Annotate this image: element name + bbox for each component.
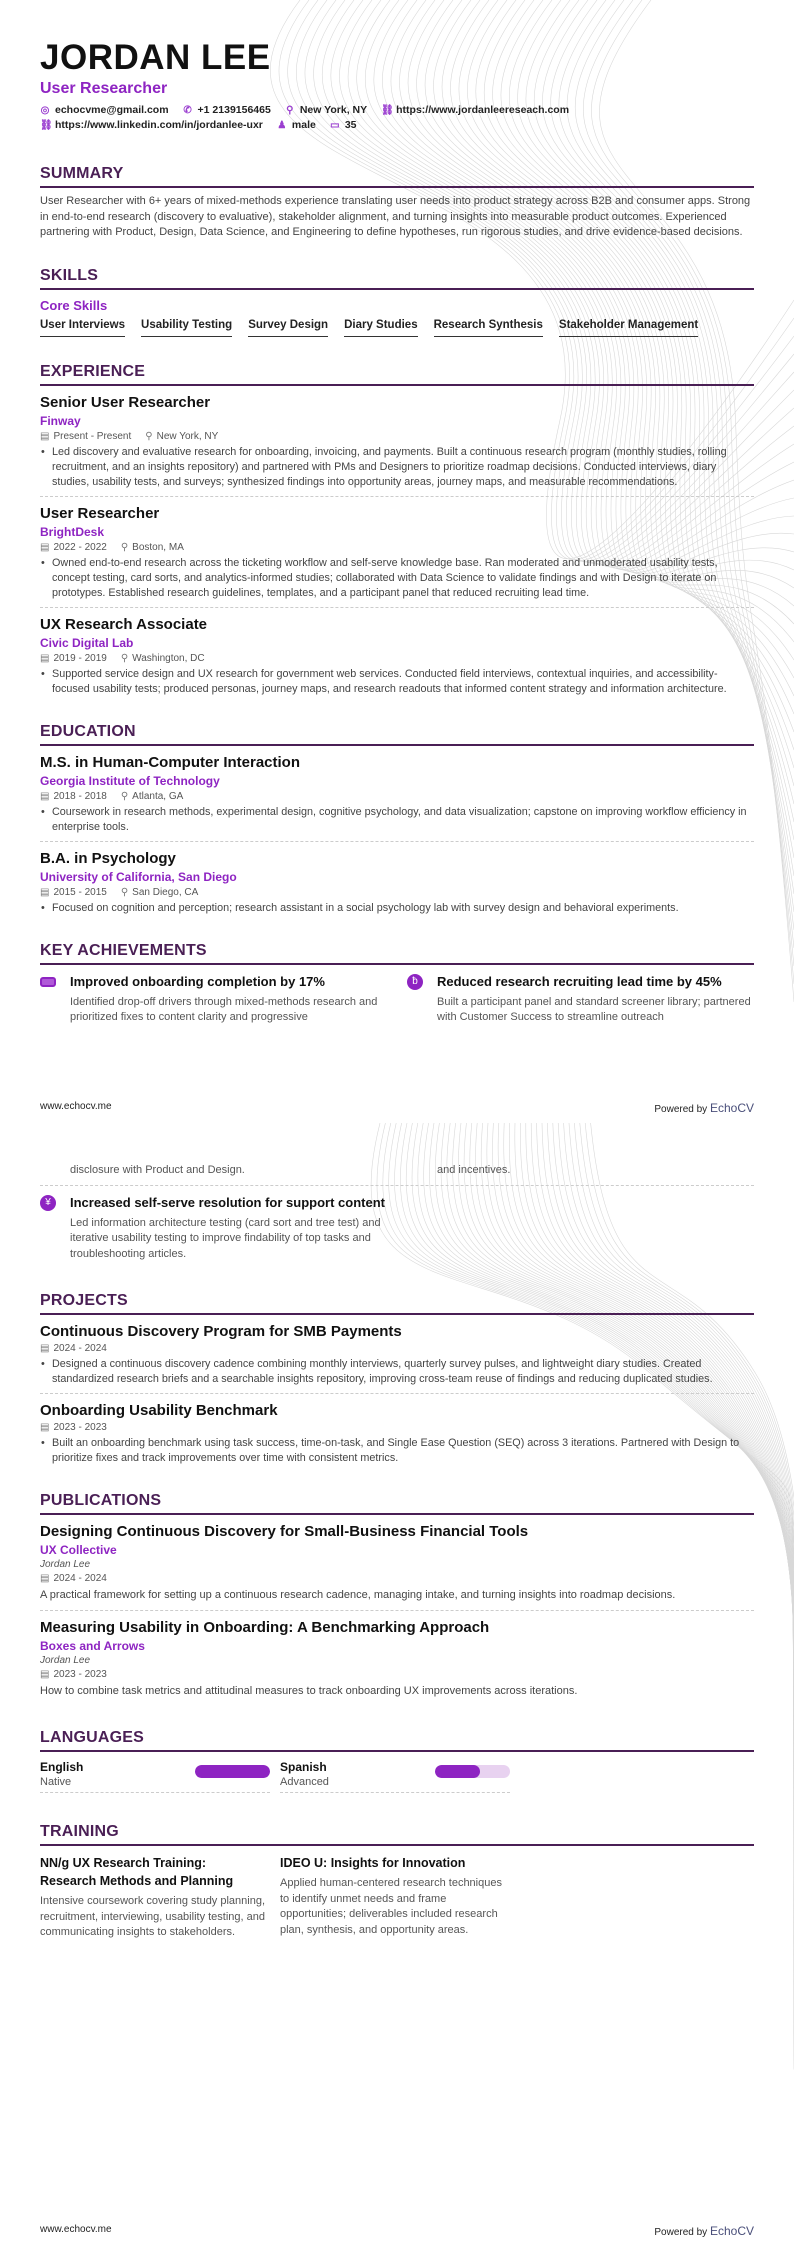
location-icon: ⚲ — [145, 430, 153, 442]
education-section — [40, 723, 754, 922]
date-range — [40, 1669, 107, 1680]
date-text: 2023 - 2023 — [53, 1668, 107, 1680]
achievement-desc: Led information architecture testing (card sort and tree test) and iterative usability testing to improve findability of top tasks and troubleshooting articles. — [70, 1216, 381, 1260]
section-heading: PROJECTS — [40, 1292, 754, 1315]
date-range — [40, 791, 107, 802]
contact-website[interactable] — [381, 104, 569, 116]
contact-linkedin[interactable] — [40, 119, 263, 131]
date-text: 2024 - 2024 — [53, 1573, 107, 1584]
location — [121, 542, 184, 553]
section-heading: EDUCATION — [40, 723, 754, 746]
footer-site-link[interactable]: www.echocv.me — [40, 2224, 112, 2235]
publication-author: Jordan Lee — [40, 1559, 91, 1570]
entry-bullet: • Supported service design and UX research for government web services. Conducted field interviews, contextual inquiries, and accessibility-focused usability tests; produced personas, journey maps, and research readouts that informed content strategy and information architecture. — [40, 667, 754, 697]
skill-item: Research Synthesis — [434, 319, 543, 337]
resume-page-2 — [0, 1123, 794, 2246]
achievement-item — [407, 965, 754, 1034]
project-bullet: • Designed a continuous discovery cadence combining monthly interviews, quarterly survey pulses, and lightweight diary studies. Created standardized research briefs and a searchable insights repository, improving cross-team reuse of findings and reducing duplicated studies. — [40, 1357, 754, 1387]
location — [121, 653, 205, 664]
entry-meta — [40, 542, 754, 553]
section-heading: EXPERIENCE — [40, 363, 754, 386]
location — [145, 431, 218, 442]
experience-list — [40, 386, 754, 703]
publication-list — [40, 1515, 754, 1705]
section-heading: SUMMARY — [40, 165, 754, 188]
education-list — [40, 746, 754, 922]
education-entry — [40, 842, 754, 922]
achievement-item — [40, 965, 387, 1034]
calendar-icon: ▤ — [40, 1422, 50, 1433]
entry-title: UX Research Associate — [40, 615, 208, 633]
project-entry — [40, 1315, 754, 1394]
location-icon: ⚲ — [120, 790, 129, 802]
location-text: San Diego, CA — [132, 886, 199, 898]
calendar-icon: ▤ — [40, 652, 50, 664]
link-icon: ⛓ — [40, 119, 53, 131]
achievement-title: Reduced research recruiting lead time by 45% — [437, 973, 722, 989]
location-icon: ⚲ — [120, 541, 129, 553]
skill-group-title: Core Skills — [40, 297, 108, 313]
skill-item: Stakeholder Management — [559, 319, 698, 337]
contact-text: New York, NY — [299, 104, 368, 116]
section-heading: PUBLICATIONS — [40, 1492, 754, 1515]
entry-bullet: • Led discovery and evaluative research for onboarding, invoicing, and payments. Built a continuous research program (monthly studies, rolling recruitment, and an insights repository) and partnered with PMs and Designers to prioritize roadmap decisions. Conducted interviews, diary studies, usability tests, and surveys; synthesized findings into opportunity areas, journey maps, and measurable recommendations. — [40, 445, 754, 490]
skill-item: User Interviews — [40, 319, 125, 337]
date-text: 2015 - 2015 — [53, 886, 107, 898]
training-section — [40, 1823, 754, 1941]
proficiency-fill — [435, 1765, 480, 1778]
contact-location — [285, 104, 367, 116]
publication-title: Designing Continuous Discovery for Small-Business Financial Tools — [40, 1523, 529, 1540]
date-range — [40, 1573, 107, 1584]
person-icon: ♟ — [277, 119, 287, 131]
entry-organization: University of California, San Diego — [40, 869, 237, 884]
entry-organization: Civic Digital Lab — [40, 635, 134, 650]
date-text: 2022 - 2022 — [53, 541, 107, 553]
achievement-item — [40, 1186, 387, 1271]
project-list — [40, 1315, 754, 1472]
coin-icon: ƀ — [407, 974, 423, 990]
skills-section — [40, 267, 754, 337]
entry-meta — [40, 1573, 754, 1584]
date-text: 2019 - 2019 — [53, 652, 107, 664]
entry-organization: BrightDesk — [40, 524, 105, 539]
summary-text: User Researcher with 6+ years of mixed-methods experience translating user needs into product strategy across B2B and consumer apps. Strong in end-to-end research (discovery to evaluative), stakeholder alignment, and turning insights into measurable product outcomes. Experienced partnering with Product, Design, Data Science, and Engineering to define hypotheses, run rigorous studies, and drive evidence-based decisions. — [40, 195, 751, 238]
training-list — [40, 1854, 754, 1941]
project-entry — [40, 1394, 754, 1472]
contact-phone[interactable] — [183, 104, 271, 116]
publication-entry — [40, 1515, 754, 1611]
brand-logo[interactable]: EchoCV — [709, 2224, 754, 2238]
brand-logo[interactable]: EchoCV — [709, 1101, 754, 1115]
location-text: Boston, MA — [132, 541, 184, 553]
training-title: NN/g UX Research Training: Research Methods and Planning — [40, 1856, 234, 1888]
location-text: Washington, DC — [132, 652, 205, 664]
achievement-grid — [40, 1186, 754, 1271]
date-range — [40, 887, 107, 898]
entry-meta — [40, 887, 754, 898]
publication-desc: A practical framework for setting up a continuous research cadence, managing intake, and turning insights into roadmap decisions. — [40, 1589, 676, 1601]
experience-entry — [40, 608, 754, 703]
calendar-icon: ▤ — [40, 541, 50, 553]
achievement-continuation — [40, 1159, 754, 1186]
proficiency-fill — [195, 1765, 270, 1778]
entry-meta — [40, 1422, 754, 1433]
battery-icon — [40, 977, 56, 987]
link-icon: ⛓ — [381, 104, 394, 116]
achievements-section — [40, 942, 754, 1034]
powered-by — [654, 1101, 754, 1115]
location-icon: ⚲ — [120, 652, 129, 664]
skill-item: Diary Studies — [344, 319, 418, 337]
language-item — [40, 1760, 270, 1793]
entry-bullet: • Coursework in research methods, experimental design, cognitive psychology, and data visualization; capstone on improving workflow efficiency in enterprise tools. — [40, 805, 754, 835]
entry-meta — [40, 653, 754, 664]
date-text: 2023 - 2023 — [53, 1422, 107, 1433]
skill-item: Usability Testing — [141, 319, 232, 337]
project-title: Onboarding Usability Benchmark — [40, 1402, 278, 1419]
training-desc: Intensive coursework covering study planning, recruitment, interviewing, usability testing, and communicating insights to stakeholders. — [40, 1895, 266, 1938]
section-heading: TRAINING — [40, 1823, 754, 1846]
publication-entry — [40, 1611, 754, 1706]
project-title: Continuous Discovery Program for SMB Payments — [40, 1323, 402, 1340]
achievement-desc: Built a participant panel and standard screener library; partnered with Customer Success to streamline outreach — [437, 995, 751, 1023]
date-range — [40, 1422, 107, 1433]
section-heading: LANGUAGES — [40, 1729, 754, 1752]
page-footer — [40, 1101, 754, 1115]
achievement-desc: disclosure with Product and Design. — [70, 1164, 245, 1176]
contact-text: 35 — [344, 119, 357, 131]
contact-text: +1 2139156465 — [197, 104, 271, 116]
projects-section — [40, 1292, 754, 1472]
contact-age — [330, 119, 357, 131]
date-range — [40, 653, 107, 664]
date-range — [40, 431, 131, 442]
footer-site-link[interactable]: www.echocv.me — [40, 1101, 112, 1112]
achievement-grid — [40, 965, 754, 1034]
contact-text: echocvme@gmail.com — [55, 104, 169, 116]
experience-section — [40, 363, 754, 703]
location-text: Atlanta, GA — [132, 790, 184, 802]
powered-by — [654, 2224, 754, 2238]
contact-email[interactable] — [40, 104, 169, 116]
entry-bullet: • Owned end-to-end research across the ticketing workflow and self-serve knowledge base. Ran moderated and unmoderated usability tests, concept testing, card sorts, and analytics-informed studies; collaborated with Data Science to validate findings and with Design to iterate on prototypes. Established research guidelines, templates, and a participant panel that reduced recruiting lead time. — [40, 556, 754, 601]
calendar-icon: ▤ — [40, 1573, 50, 1584]
entry-title: Senior User Researcher — [40, 393, 211, 411]
date-text: 2024 - 2024 — [53, 1343, 107, 1354]
training-desc: Applied human-centered research techniques to identify unmet needs and frame opportunities; deliverables included research plan, synthesis, and opportunity areas. — [280, 1877, 502, 1936]
entry-organization: Finway — [40, 413, 81, 428]
language-item — [280, 1760, 510, 1793]
entry-meta — [40, 1343, 754, 1354]
entry-title: User Researcher — [40, 504, 160, 522]
section-heading: KEY ACHIEVEMENTS — [40, 942, 754, 965]
language-text — [40, 1760, 83, 1788]
yen-icon: ¥ — [40, 1195, 56, 1211]
education-entry — [40, 746, 754, 842]
experience-entry — [40, 386, 754, 497]
date-range — [40, 542, 107, 553]
publication-desc: How to combine task metrics and attitudinal measures to track onboarding UX improvements across iterations. — [40, 1684, 578, 1697]
powered-label: Powered by — [654, 1104, 708, 1115]
candidate-title: User Researcher — [40, 80, 168, 97]
proficiency-bar — [435, 1765, 510, 1778]
entry-title: B.A. in Psychology — [40, 849, 176, 867]
email-icon: ◎ — [40, 104, 50, 116]
calendar-icon: ▭ — [330, 119, 340, 131]
summary-section — [40, 165, 754, 241]
training-title: IDEO U: Insights for Innovation — [280, 1856, 466, 1870]
language-text — [280, 1760, 329, 1788]
publication-title: Measuring Usability in Onboarding: A Benchmarking Approach — [40, 1618, 490, 1636]
date-range — [40, 1343, 107, 1354]
language-name: Spanish — [280, 1760, 327, 1774]
contact-gender — [277, 119, 316, 131]
entry-meta — [40, 1669, 754, 1680]
achievement-desc: and incentives. — [437, 1164, 511, 1176]
project-bullet: • Built an onboarding benchmark using task success, time-on-task, and Single Ease Question (SEQ) across 3 iterations. Partnered with Design to prioritize fixes and track improvements over time with consistent metrics. — [40, 1436, 754, 1466]
entry-meta — [40, 431, 754, 442]
location-text: New York, NY — [156, 430, 219, 442]
training-item — [280, 1854, 505, 1941]
page-footer — [40, 2224, 754, 2238]
achievement-desc: Identified drop-off drivers through mixed-methods research and prioritized fixes to content clarity and progressive — [70, 995, 378, 1023]
contact-text: https://www.linkedin.com/in/jordanlee-uxr — [55, 119, 263, 131]
entry-bullet: • Focused on cognition and perception; research assistant in a social psychology lab with survey design and behavioral experiments. — [40, 901, 754, 916]
location — [121, 887, 198, 898]
achievement-title: Improved onboarding completion by 17% — [70, 973, 325, 989]
publication-author: Jordan Lee — [40, 1654, 91, 1666]
calendar-icon: ▤ — [40, 1668, 50, 1680]
contact-text: male — [291, 119, 316, 131]
phone-icon: ✆ — [183, 104, 192, 116]
skill-item: Survey Design — [248, 319, 328, 337]
contact-list — [40, 104, 620, 131]
date-text: 2018 - 2018 — [53, 790, 107, 802]
publication-venue: UX Collective — [40, 1543, 117, 1557]
language-name: English — [40, 1760, 84, 1774]
entry-title: M.S. in Human-Computer Interaction — [40, 753, 301, 771]
entry-meta — [40, 791, 754, 802]
publications-section — [40, 1492, 754, 1705]
languages-section — [40, 1729, 754, 1793]
powered-label: Powered by — [654, 2227, 708, 2238]
calendar-icon: ▤ — [40, 790, 50, 802]
publication-venue: Boxes and Arrows — [40, 1638, 145, 1653]
section-heading: SKILLS — [40, 267, 754, 290]
calendar-icon: ▤ — [40, 886, 50, 898]
skill-list — [40, 319, 754, 337]
calendar-icon: ▤ — [40, 1343, 50, 1354]
contact-text: https://www.jordanleereseach.com — [396, 104, 570, 116]
entry-organization: Georgia Institute of Technology — [40, 773, 220, 788]
experience-entry — [40, 497, 754, 608]
language-level: Advanced — [280, 1776, 329, 1788]
calendar-icon: ▤ — [40, 430, 50, 442]
location-icon: ⚲ — [286, 104, 294, 116]
achievement-title: Increased self-serve resolution for support content — [70, 1194, 385, 1210]
language-list — [40, 1760, 754, 1793]
language-level: Native — [40, 1776, 72, 1788]
date-text: Present - Present — [53, 430, 132, 442]
proficiency-bar — [195, 1765, 270, 1778]
location — [121, 791, 183, 802]
location-icon: ⚲ — [120, 886, 129, 898]
candidate-name: JORDAN LEE — [40, 38, 271, 77]
training-item — [40, 1854, 265, 1941]
